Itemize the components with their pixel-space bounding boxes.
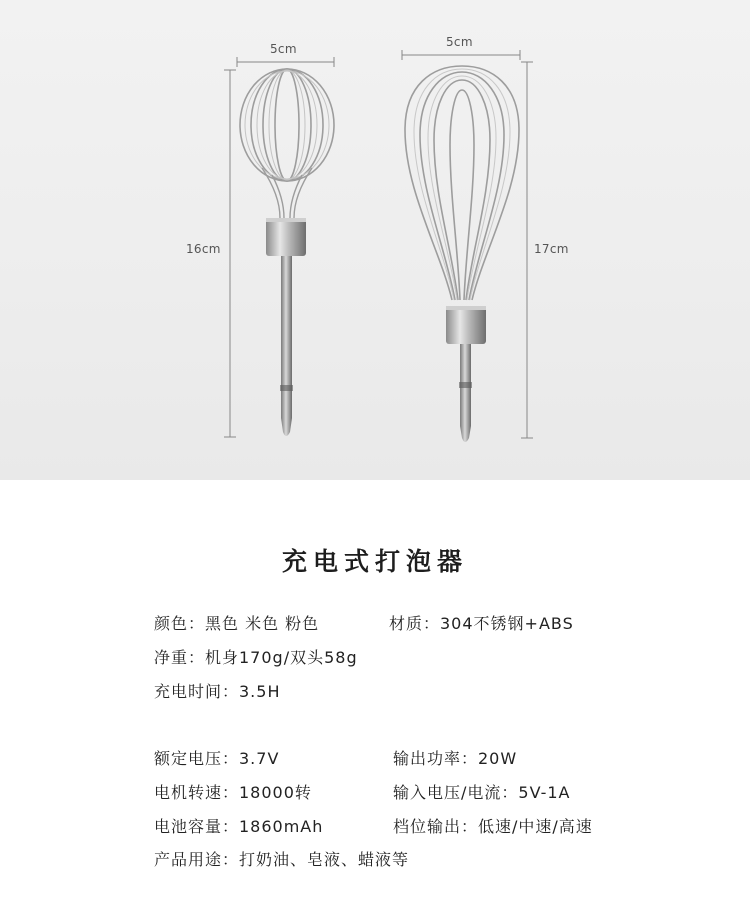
spec-net-weight: 净重：机身170g/双头58g — [154, 648, 358, 667]
spec-input: 输入电压/电流：5V-1A — [393, 783, 571, 802]
product-title: 充电式打泡器 — [281, 547, 468, 576]
spec-charge-time: 充电时间：3.5H — [154, 682, 281, 701]
small-height-label: 16cm — [186, 242, 221, 256]
large-width-label: 5cm — [446, 35, 473, 49]
spec-usage: 产品用途：打奶油、皂液、蜡液等 — [154, 850, 410, 869]
spec-motor-speed: 电机转速：18000转 — [154, 783, 312, 802]
spec-battery: 电池容量：1860mAh — [154, 817, 324, 836]
spec-output-power: 输出功率：20W — [393, 749, 518, 768]
small-whisk — [240, 69, 334, 436]
spec-color: 颜色：黑色 米色 粉色 — [154, 614, 320, 633]
large-whisk — [405, 66, 519, 442]
large-height-label: 17cm — [534, 242, 569, 256]
spec-gear: 档位输出：低速/中速/高速 — [393, 817, 593, 836]
small-width-label: 5cm — [270, 42, 297, 56]
spec-rated-voltage: 额定电压：3.7V — [154, 749, 280, 768]
spec-material: 材质：304不锈钢+ABS — [389, 614, 574, 633]
